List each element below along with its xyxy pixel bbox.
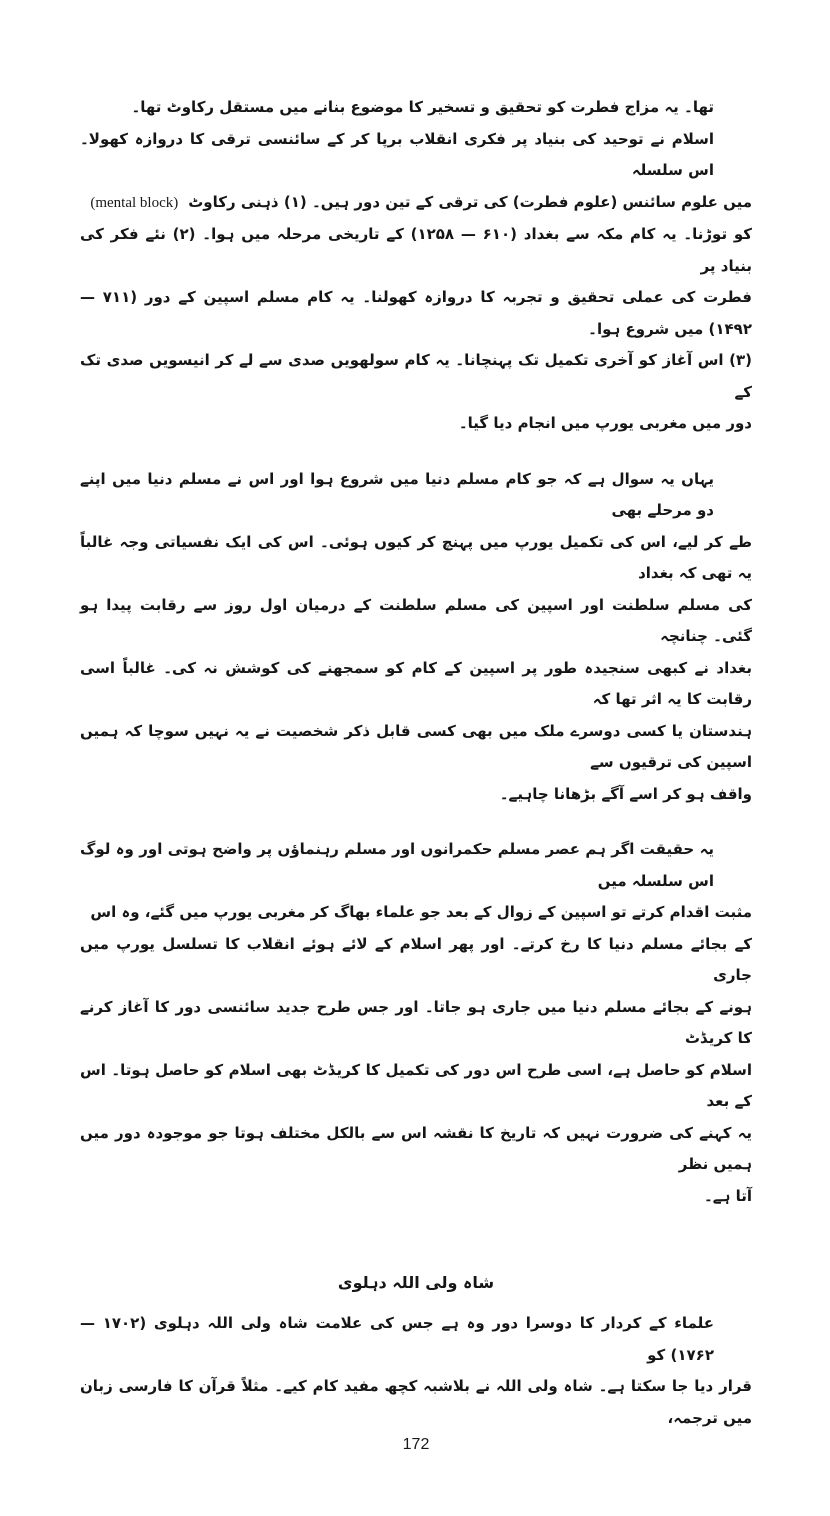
paragraph-line: یہاں یہ سوال ہے کہ جو کام مسلم دنیا میں شروع ہوا اور اس نے مسلم دنیا میں اپنے دو مرحلے بھی xyxy=(80,469,714,519)
paragraph-line: اسلام کو حاصل ہے، اسی طرح اس دور کی تکمیل کا کریڈٹ بھی اسلام کو حاصل ہوتا۔ اس کے بعد xyxy=(80,1060,752,1110)
paragraph-3 xyxy=(80,834,752,1212)
paragraph-line: یہ حقیقت اگر ہم عصر مسلم حکمرانوں اور مسلم رہنماؤں پر واضح ہوتی اور وہ لوگ اس سلسلہ میں xyxy=(80,840,714,890)
paragraph-line: فطرت کی عملی تحقیق و تجربہ کا دروازہ کھولنا۔ یہ کام مسلم اسپین کے دور (۷۱۱ — ۱۴۹۲) میں شروع ہوا۔ xyxy=(80,288,752,338)
paragraph-gap xyxy=(80,810,752,834)
paragraph-1 xyxy=(80,124,752,440)
paragraph-line: کو توڑنا۔ یہ کام مکہ سے بغداد (۶۱۰ — ۱۲۵۸) کے تاریخی مرحلہ میں ہوا۔ (۲) نئے فکر کی بنیاد پر xyxy=(80,225,752,275)
paragraph-line: تھا۔ یہ مزاج فطرت کو تحقیق و تسخیر کا موضوع بنانے میں مستقل رکاوٹ تھا۔ xyxy=(131,98,714,116)
paragraph-line: بغداد نے کبھی سنجیدہ طور پر اسپین کے کام کو سمجھنے کی کوشش نہ کی۔ غالباً اسی رقابت کا یہ اثر تھا کہ xyxy=(80,658,752,708)
english-term: (mental block) xyxy=(90,194,179,211)
page-number: 172 xyxy=(402,1436,430,1453)
paragraph-0 xyxy=(80,92,752,124)
paragraph-4 xyxy=(80,1308,752,1434)
section-heading: شاہ ولی اللہ دہلوی xyxy=(337,1273,495,1292)
paragraph-line: کی مسلم سلطنت اور اسپین کی مسلم سلطنت کے درمیان اول روز سے رقابت پیدا ہو گئی۔ چنانچہ xyxy=(80,595,752,645)
paragraph-line: (۳) اس آغاز کو آخری تکمیل تک پہنچانا۔ یہ کام سولھویں صدی سے لے کر انیسویں صدی تک کے xyxy=(80,351,752,401)
paragraph-line: واقف ہو کر اسے آگے بڑھانا چاہیے۔ xyxy=(499,784,752,803)
paragraph-line: دور میں مغربی یورپ میں انجام دیا گیا۔ xyxy=(458,414,752,432)
paragraph-line: آتا ہے۔ xyxy=(704,1186,752,1205)
paragraph-line-with-term xyxy=(80,187,752,220)
paragraph-line: ہندستان یا کسی دوسرے ملک میں بھی کسی قابل ذکر شخصیت نے یہ نہیں سوچا کہ ہمیں اسپین کی ترقیوں سے xyxy=(80,721,752,771)
paragraph-line: اسلام نے توحید کی بنیاد پر فکری انقلاب برپا کر کے سائنسی ترقی کا دروازہ کھولا۔ اس سلسلہ xyxy=(80,129,714,179)
paragraph-line: یہ کہنے کی ضرورت نہیں کہ تاریخ کا نقشہ اس سے بالکل مختلف ہوتا جو موجودہ دور میں ہمیں نظر xyxy=(80,1123,752,1173)
paragraph-line: قرار دیا جا سکتا ہے۔ شاہ ولی اللہ نے بلاشبہ کچھ مفید کام کیے۔ مثلاً قرآن کا فارسی زبان میں ترجمہ، xyxy=(80,1377,752,1427)
paragraph-line: مثبت اقدام کرتے تو اسپین کے زوال کے بعد جو علماء بھاگ کر مغربی یورپ میں گئے، وہ اس xyxy=(90,903,752,921)
paragraph-line: علماء کے کردار کا دوسرا دور وہ ہے جس کی علامت شاہ ولی اللہ دہلوی (۱۷۰۲ — ۱۷۶۲) کو xyxy=(80,1314,714,1364)
paragraph-line: طے کر لیے، اس کی تکمیل یورپ میں پہنچ کر کیوں ہوئی۔ اس کی ایک نفسیاتی وجہ غالباً یہ تھی کہ بغداد xyxy=(80,532,752,582)
paragraph-gap xyxy=(80,440,752,464)
paragraph-2 xyxy=(80,464,752,811)
paragraph-line: کے بجائے مسلم دنیا کا رخ کرتے۔ اور پھر اسلام کے لائے ہوئے انقلاب کا تسلسل یورپ میں جاری xyxy=(80,934,752,984)
paragraph-line: ہونے کے بجائے مسلم دنیا میں جاری ہو جاتا۔ اور جس طرح جدید سائنسی دور کا آغاز کرنے کا کریڈٹ xyxy=(80,997,752,1047)
paragraph-line: میں علوم سائنس (علوم فطرت) کی ترقی کے تین دور ہیں۔ (۱) ذہنی رکاوٹ xyxy=(188,192,752,211)
